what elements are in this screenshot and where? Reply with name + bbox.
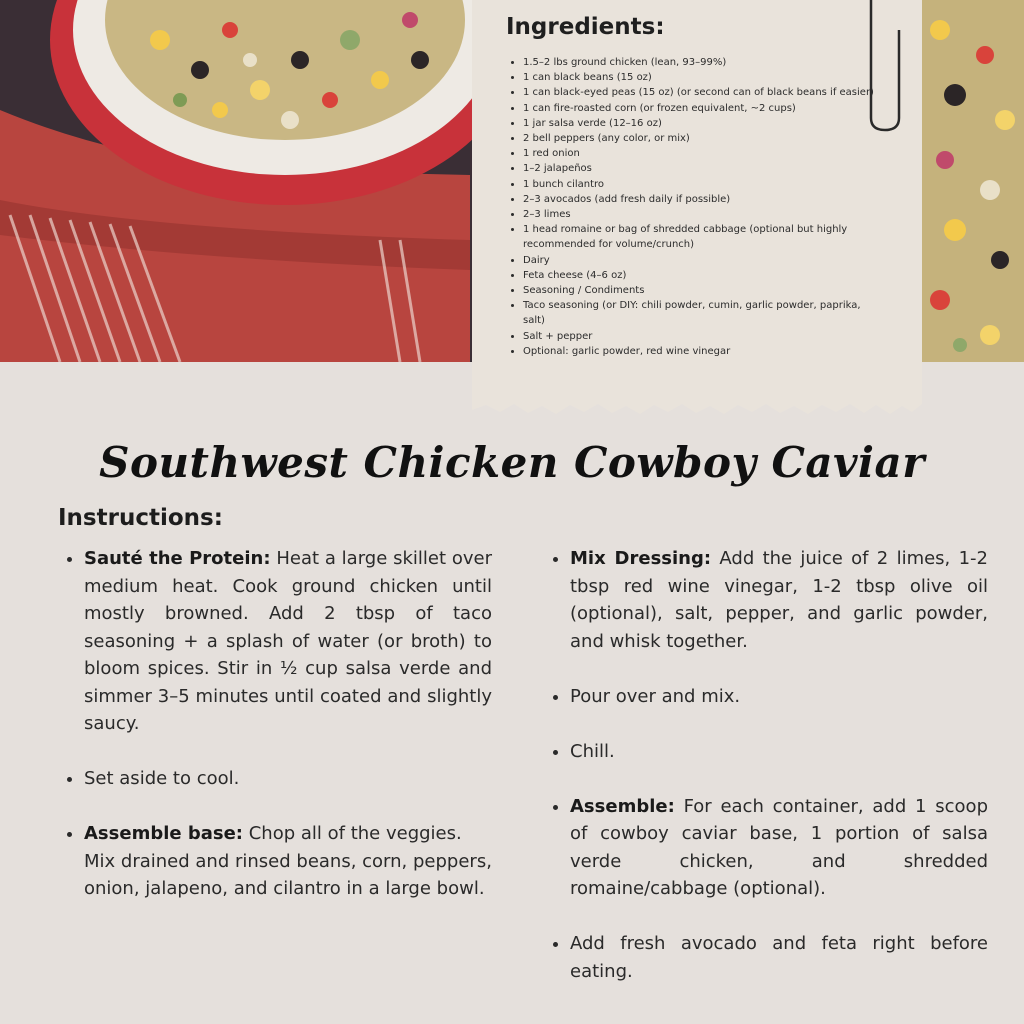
instruction-step-label: Assemble base: <box>84 823 244 844</box>
ingredient-item: • Seasoning / Condiments <box>523 283 878 298</box>
ingredients-card <box>472 0 922 420</box>
ingredient-item: • 1 can fire-roasted corn (or frozen equivalent, ~2 cups) <box>523 101 878 116</box>
instruction-step-text: Set aside to cool. <box>84 768 240 789</box>
instruction-step <box>570 738 988 766</box>
instruction-step-label: Sauté the Protein: <box>84 548 271 569</box>
instruction-step <box>570 930 988 985</box>
ingredients-title: Ingredients: <box>506 14 665 40</box>
instruction-step-text: Chill. <box>570 740 615 762</box>
instruction-step-label: Mix Dressing: <box>570 548 712 569</box>
ingredient-item: • 1–2 jalapeños <box>523 161 878 176</box>
ingredient-item: • Feta cheese (4–6 oz) <box>523 268 878 283</box>
instruction-step-text: Heat a large skillet over medium heat. Cook ground chicken until mostly browned. Add 2 tbsp of taco seasoning + a splash of water (or broth) to bloom spices. Stir in ½ cup salsa verde and simmer 3–5 minutes until coated and slightly saucy. <box>84 548 493 734</box>
ingredient-item: • 1.5–2 lbs ground chicken (lean, 93–99%) <box>523 55 878 70</box>
instruction-step <box>570 793 988 903</box>
paperclip-icon <box>867 0 907 135</box>
instructions-left-column <box>60 545 492 930</box>
instruction-step <box>84 820 492 903</box>
instruction-step-text: Pour over and mix. <box>570 685 741 707</box>
instruction-step <box>570 545 988 655</box>
instruction-step-text: For each container, add 1 scoop of cowboy caviar base, 1 portion of salsa verde chicken, and shredded romaine/cabbage (optional). <box>570 795 988 899</box>
ingredient-item: • Optional: garlic powder, red wine vinegar <box>523 344 878 359</box>
ingredient-item: • 1 jar salsa verde (12–16 oz) <box>523 116 878 131</box>
ingredient-item: • 1 can black-eyed peas (15 oz) (or second can of black beans if easier) <box>523 85 878 100</box>
instruction-step <box>84 545 492 738</box>
ingredient-item: • 1 can black beans (15 oz) <box>523 70 878 85</box>
instruction-step-text: Add the juice of 2 limes, 1-2 tbsp red wine vinegar, 1-2 tbsp olive oil (optional), salt, pepper, and garlic powder, and whisk together. <box>570 548 988 652</box>
ingredient-item: • Taco seasoning (or DIY: chili powder, cumin, garlic powder, paprika, salt) <box>523 298 878 328</box>
instructions-heading: Instructions: <box>58 505 223 531</box>
instruction-step <box>84 765 492 793</box>
ingredient-item: • 1 red onion <box>523 146 878 161</box>
instruction-step <box>570 683 988 711</box>
instruction-step-text: Add fresh avocado and feta right before eating. <box>570 933 988 982</box>
instruction-step-label: Assemble: <box>570 795 675 817</box>
ingredients-list <box>505 55 878 359</box>
ingredient-item: • Salt + pepper <box>523 329 878 344</box>
instruction-step-text: Chop all of the veggies. Mix drained and rinsed beans, corn, peppers, onion, jalapeno, and cilantro in a large bowl. <box>84 823 492 899</box>
ingredient-item: • Dairy <box>523 253 878 268</box>
instructions-right-column <box>546 545 988 1013</box>
ingredient-item: • 1 head romaine or bag of shredded cabbage (optional but highly recommended for volume/crunch) <box>523 222 878 252</box>
recipe-title: Southwest Chicken Cowboy Caviar <box>99 438 925 487</box>
ingredient-item: • 2 bell peppers (any color, or mix) <box>523 131 878 146</box>
ingredient-item: • 2–3 avocados (add fresh daily if possible) <box>523 192 878 207</box>
ingredient-item: • 2–3 limes <box>523 207 878 222</box>
ingredient-item: • 1 bunch cilantro <box>523 177 878 192</box>
